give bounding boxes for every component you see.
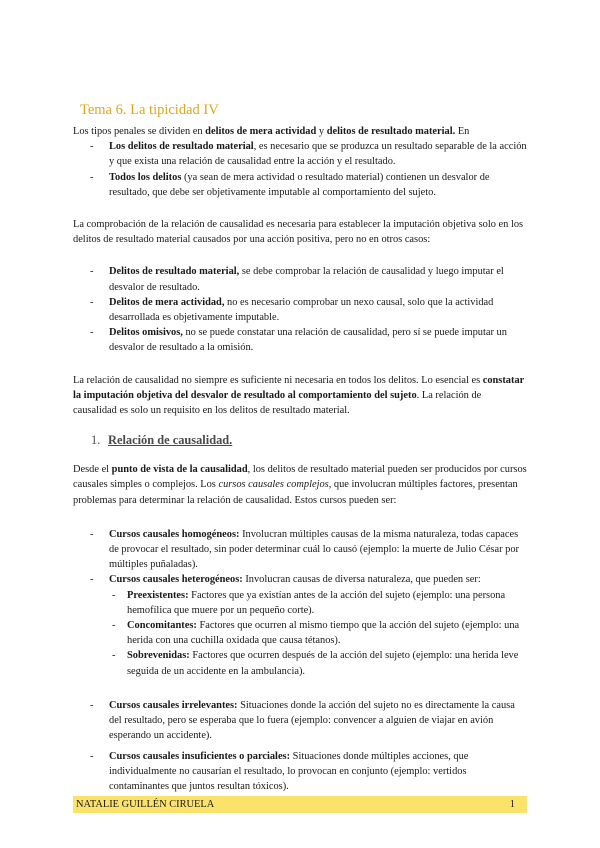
relacion-pre: La relación de causalidad no siempre es suficiente ni necesaria en todos los delitos. Lo esencial es <box>73 374 483 386</box>
cursos-pre: Desde el <box>73 464 112 476</box>
list-item <box>73 698 527 744</box>
list-item <box>73 139 527 169</box>
list-item-bold: Los delitos de resultado material <box>109 141 254 153</box>
document-body <box>73 124 527 794</box>
tipos-list <box>73 527 527 794</box>
page-number: 1 <box>509 799 515 810</box>
sub-list-item <box>109 618 527 648</box>
list-item-bold: Cursos causales insuficientes o parciales: <box>109 750 291 762</box>
list-item-text: Situaciones donde la acción del sujeto no es directamente la causa del resultado, pero se esperaba que lo fuera (ejemplo: convencer a alguien de viajar en avión esperando un accidente). <box>109 699 515 742</box>
page-title: Tema 6. La tipicidad IV <box>80 102 219 118</box>
list-item <box>73 170 527 200</box>
list-item-bold: Delitos de mera actividad, <box>109 296 225 308</box>
intro-post: En <box>455 126 470 137</box>
intro-list <box>73 139 527 200</box>
list-item-text: se debe comprobar la relación de causalidad y luego imputar el desvalor de resultado. <box>109 266 504 293</box>
relacion-paragraph <box>73 373 527 419</box>
list-item-bold: Todos los delitos <box>109 171 182 183</box>
list-item-text: Involucran causas de diversa naturaleza, que pueden ser: <box>242 574 481 586</box>
intro-mid: y <box>316 126 327 137</box>
sub-item-text: Factores que ocurren después de la acción del sujeto (ejemplo: una herida leve seguida de un accidente en la ambulancia). <box>127 650 519 677</box>
section-number: 1. <box>91 433 101 448</box>
list-item <box>73 749 527 795</box>
list-item <box>73 527 527 573</box>
list-item-bold: Delitos de resultado material, <box>109 266 240 278</box>
relacion-post: . La relación de causalidad es solo un requisito en los delitos de resultado material. <box>73 389 482 417</box>
sub-item-text: Factores que ocurren al mismo tiempo que la acción del sujeto (ejemplo: una herida con una cuchilla oxidada que causa tétanos). <box>127 620 520 647</box>
sub-item-bold: Sobrevenidas: <box>127 650 190 662</box>
relacion-bold: constatar la imputación objetiva del desvalor de resultado al comportamiento del sujeto <box>73 374 525 401</box>
list-item-bold: Cursos causales homogéneos: <box>109 528 240 540</box>
list-item <box>73 264 527 294</box>
sub-item-bold: Concomitantes: <box>127 620 197 632</box>
sub-list-item <box>109 588 527 618</box>
sub-list-item <box>109 648 527 678</box>
section-heading <box>73 432 527 449</box>
page-footer <box>73 796 527 813</box>
list-item <box>73 295 527 325</box>
list-item <box>73 572 527 678</box>
list-item-bold: Cursos causales heterogéneos: <box>109 574 243 586</box>
heterogeneos-sublist <box>109 588 527 679</box>
list-item-bold: Delitos omisivos, <box>109 327 183 339</box>
list-item <box>73 325 527 355</box>
list-item-text: no es necesario comprobar un nexo causal, solo que la actividad desarrollada es objetivamente imputable. <box>109 296 494 324</box>
list-item-text: Involucran múltiples causas de la misma naturaleza, todas capaces de provocar el resultado, sin poder determinar cuál lo causó (ejemplo: la muerte de Julio César por múltiples puñaladas). <box>109 528 519 571</box>
cursos-paragraph <box>73 462 527 508</box>
list-item-bold: Cursos causales irrelevantes: <box>109 699 238 711</box>
sub-item-bold: Preexistentes: <box>127 589 189 601</box>
intro-paragraph <box>73 124 527 139</box>
cursos-mid: , los delitos de resultado material pueden ser producidos por cursos causales simples o complejos. Los <box>73 464 527 491</box>
footer-author: NATALIE GUILLÉN CIRUELA <box>76 799 215 810</box>
section-title: Relación de causalidad. <box>108 433 233 448</box>
intro-pre: Los tipos penales se dividen en <box>73 126 206 137</box>
intro-bold-2: delitos de resultado material. <box>326 126 456 137</box>
list-item-text: (ya sean de mera actividad o resultado material) contienen un desvalor de resultado, que debe ser objetivamente imputable al comportamiento del sujeto. <box>109 171 490 198</box>
comprobacion-list <box>73 264 527 355</box>
list-item-text: no se puede constatar una relación de causalidad, pero sí se puede imputar un desvalor de resultado a la omisión. <box>109 327 507 354</box>
list-item-text: Situaciones donde múltiples acciones, que individualmente no causarían el resultado, lo provocan en conjunto (ejemplo: vertidos contaminantes que juntos resultan tóxicos). <box>109 750 469 792</box>
comprobacion-paragraph: La comprobación de la relación de causalidad es necesaria para establecer la imputación objetiva solo en los delitos de resultado material causados por una acción positiva, pero no en otros casos: <box>73 219 524 246</box>
sub-item-text: Factores que ya existían antes de la acción del sujeto (ejemplo: una persona hemofílica que muere por un pequeño corte). <box>127 589 506 616</box>
cursos-bold: punto de vista de la causalidad <box>111 464 248 476</box>
cursos-post: que involucran múltiples factores, presentan problemas para determinar la relación de causalidad. Estos cursos pueden ser: <box>73 479 518 506</box>
list-item-text: , es necesario que se produzca un resultado separable de la acción y que exista una relación de causalidad entre la acción y el resultado. <box>109 141 527 168</box>
intro-bold-1: delitos de mera actividad <box>205 126 317 137</box>
cursos-italic: cursos causales complejos, <box>218 479 332 491</box>
